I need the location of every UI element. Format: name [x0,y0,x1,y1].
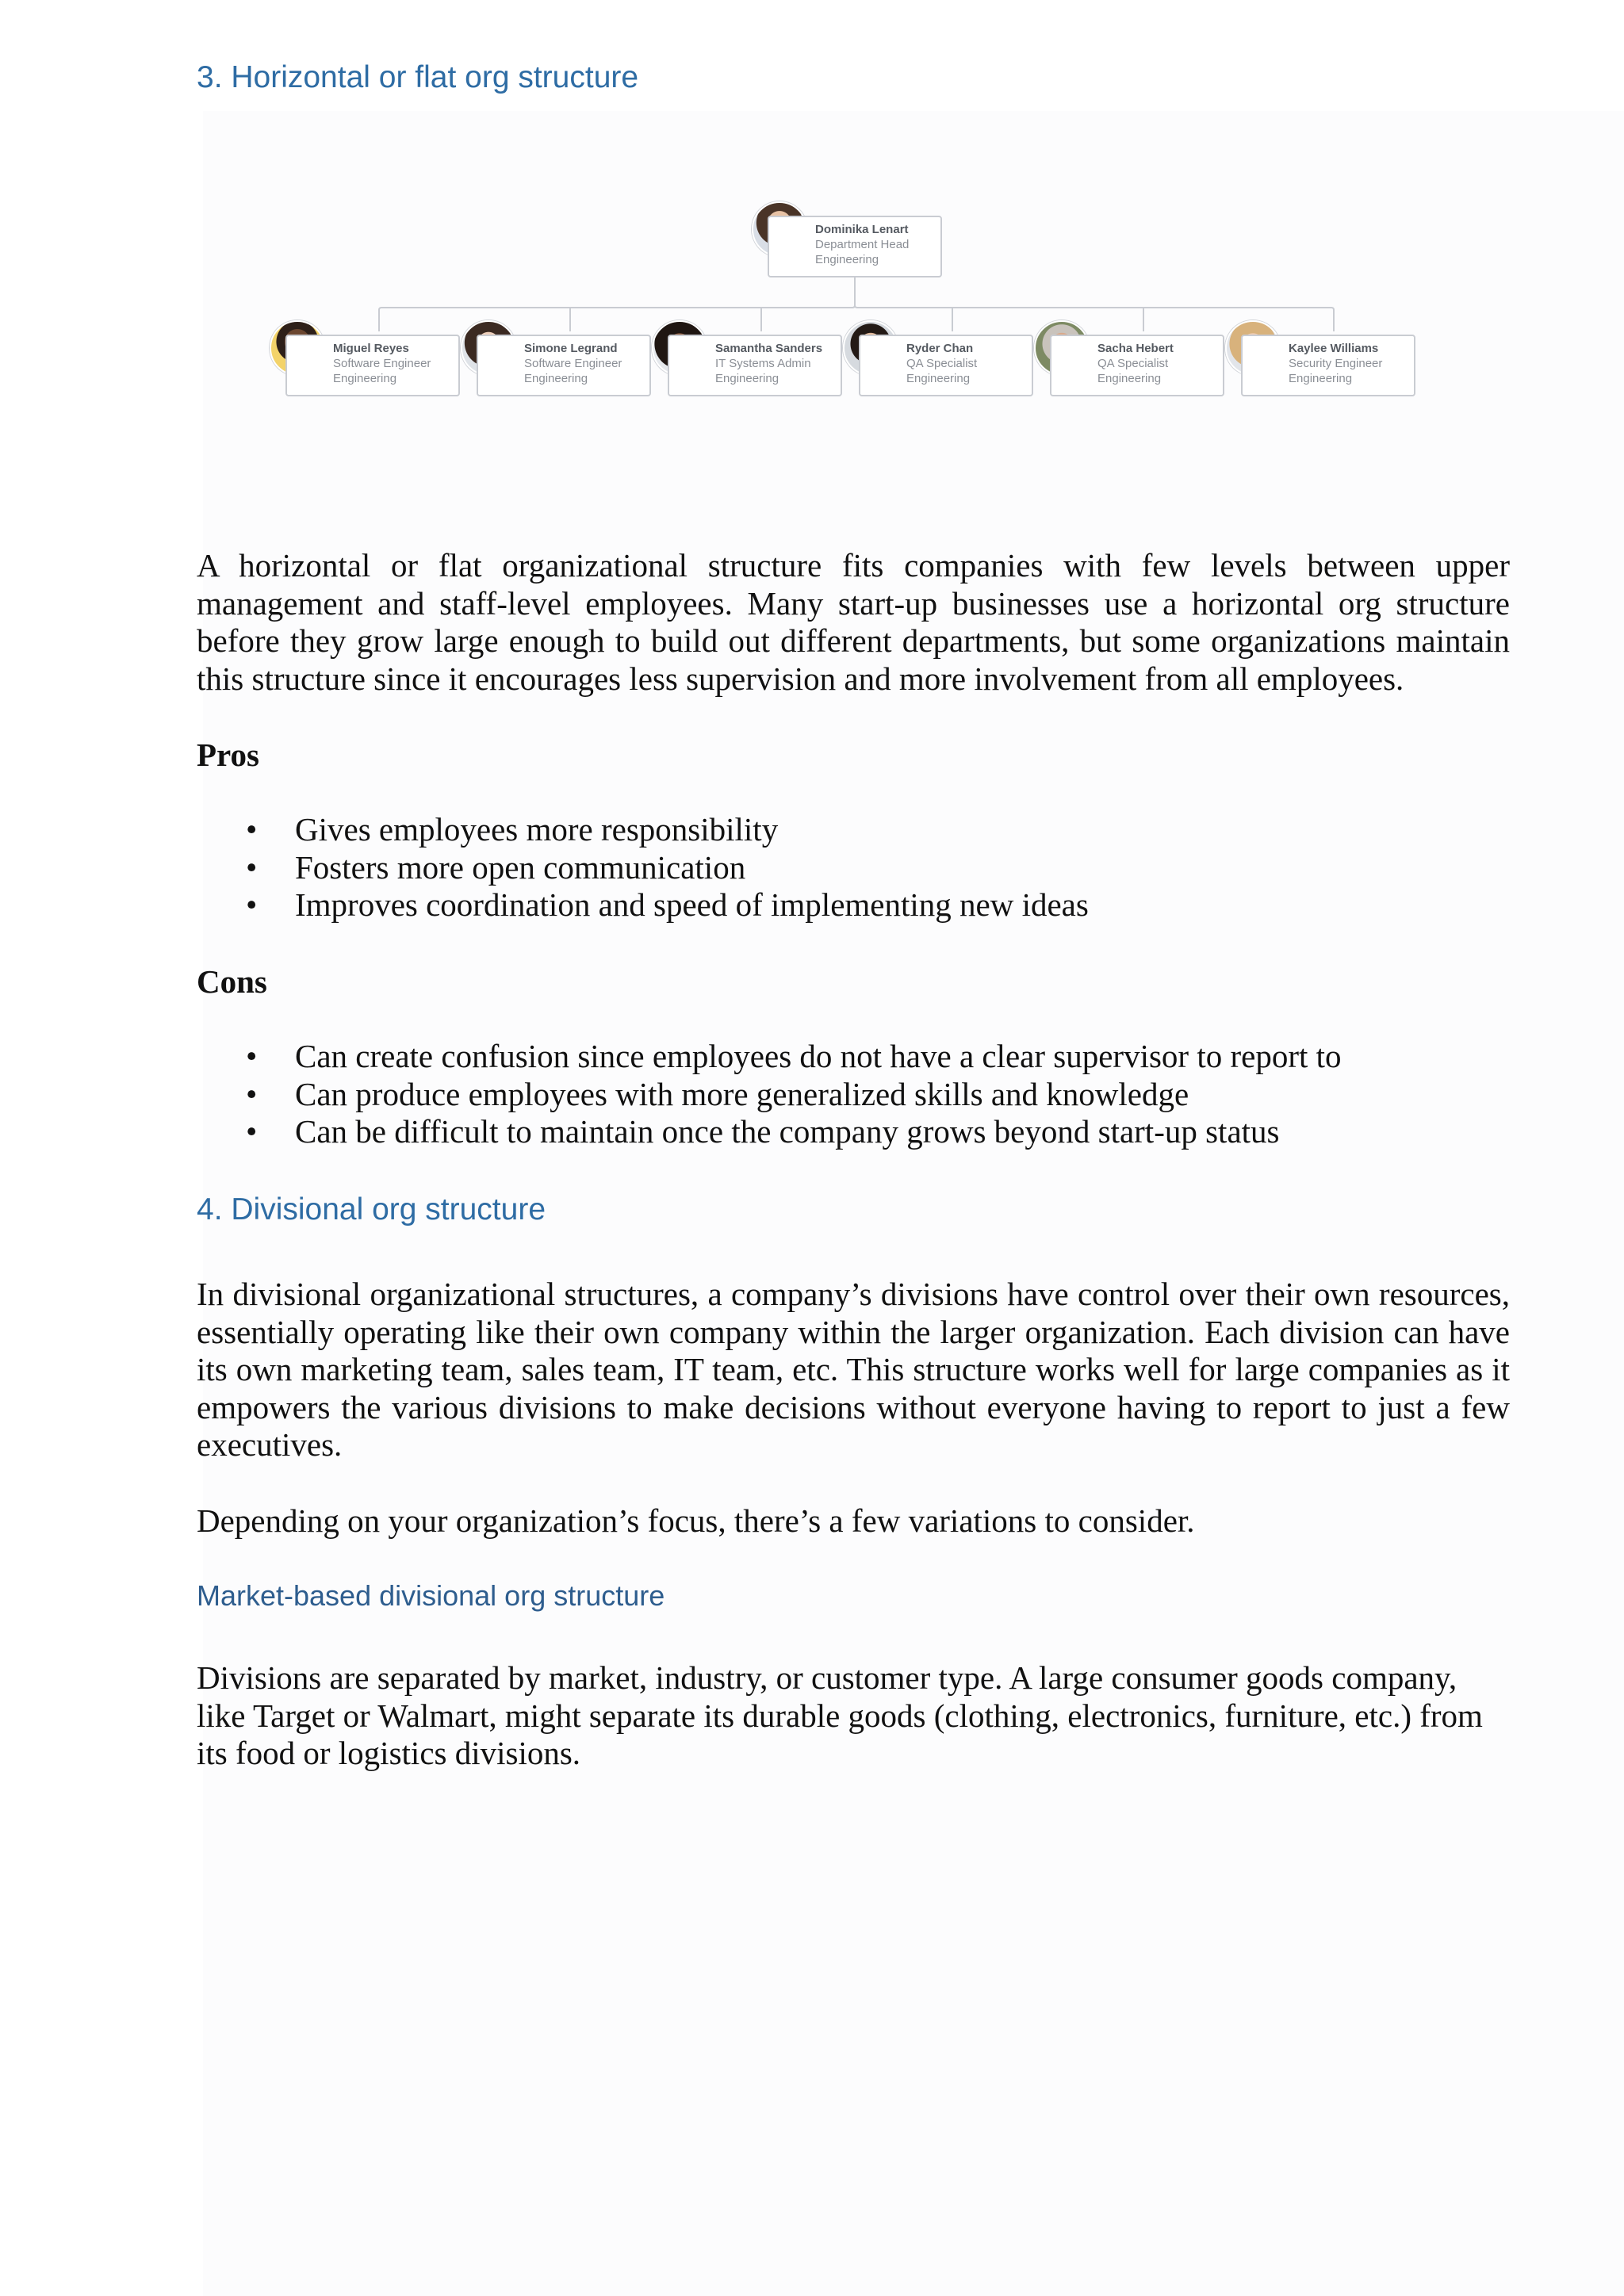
bullet-icon: • [246,811,258,848]
member-dept: Engineering [715,372,779,385]
section-4-heading: 4. Divisional org structure [197,1192,546,1226]
bullet-icon: • [246,886,258,923]
member-role: QA Specialist [1097,357,1169,370]
org-node-member[interactable] [285,335,460,396]
member-name: Miguel Reyes [333,342,409,355]
section-4-variations: Depending on your organization’s focus, there’s a few variations to consider. [197,1502,1195,1539]
member-dept: Engineering [333,372,397,385]
bullet-icon: • [246,848,258,886]
head-dept: Engineering [815,253,879,266]
pros-item [197,849,1089,887]
market-based-text: Divisions are separated by market, industry, or customer type. A large consumer goods company, like Target or Walmart, might separate its durable goods (clothing, electronics, furniture, etc.) from its food or logistics divisions. [197,1659,1483,1771]
pros-list [197,811,1089,924]
pros-item-text: Gives employees more responsibility [295,811,779,848]
section-4-intro: In divisional organizational structures, a company’s divisions have control over their own resources, essentially operating like their own company within the larger organization. Each division can have its own marketing team, sales team, IT team, etc. This structure works well for large companies as it empowers the various divisions to make decisions without everyone having to report to just a few executives. [197,1276,1510,1463]
member-name: Sacha Hebert [1097,342,1174,355]
member-name: Simone Legrand [524,342,618,355]
member-role: Software Engineer [524,357,622,370]
org-node-head[interactable] [768,216,942,277]
member-name: Samantha Sanders [715,342,823,355]
org-chart [203,111,1624,523]
org-node-member[interactable] [859,335,1033,396]
pros-label: Pros [197,737,259,773]
member-role: IT Systems Admin [715,357,811,370]
member-dept: Engineering [524,372,588,385]
section-3-heading: 3. Horizontal or flat org structure [197,60,639,94]
pros-item [197,811,1089,849]
cons-item [197,1113,1342,1151]
bullet-icon: • [246,1075,258,1112]
section-3-intro: A horizontal or flat organizational structure fits companies with few levels between upper management and staff-level employees. Many start-up businesses use a horizontal org structure before they grow large enough to build out different departments, but some organizations maintain this structure since it encourages less supervision and more involvement from all employees. [197,547,1510,697]
cons-item-text: Can create confusion since employees do not have a clear supervisor to report to [295,1038,1342,1074]
cons-item [197,1076,1342,1114]
cons-item-text: Can produce employees with more generalized skills and knowledge [295,1075,1189,1112]
member-dept: Engineering [1097,372,1162,385]
cons-list [197,1038,1342,1151]
org-node-member[interactable] [1050,335,1224,396]
org-node-member[interactable] [1241,335,1415,396]
member-role: Security Engineer [1289,357,1383,370]
member-dept: Engineering [1289,372,1353,385]
pros-item [197,886,1089,924]
member-dept: Engineering [906,372,971,385]
pros-item-text: Fosters more open communication [295,848,746,886]
cons-item [197,1038,1342,1076]
bullet-icon: • [246,1113,258,1150]
bullet-icon: • [246,1038,258,1074]
pros-item-text: Improves coordination and speed of implementing new ideas [295,886,1089,923]
market-based-subheading: Market-based divisional org structure [197,1579,665,1612]
member-role: Software Engineer [333,357,431,370]
member-role: QA Specialist [906,357,978,370]
cons-label: Cons [197,963,267,1000]
member-name: Ryder Chan [906,342,974,355]
head-name: Dominika Lenart [815,223,909,236]
head-role: Department Head [815,238,910,251]
member-name: Kaylee Williams [1289,342,1379,355]
cons-item-text: Can be difficult to maintain once the company grows beyond start-up status [295,1113,1280,1150]
org-node-member[interactable] [668,335,842,396]
org-node-member[interactable] [477,335,651,396]
org-chart-connectors [203,111,1624,523]
